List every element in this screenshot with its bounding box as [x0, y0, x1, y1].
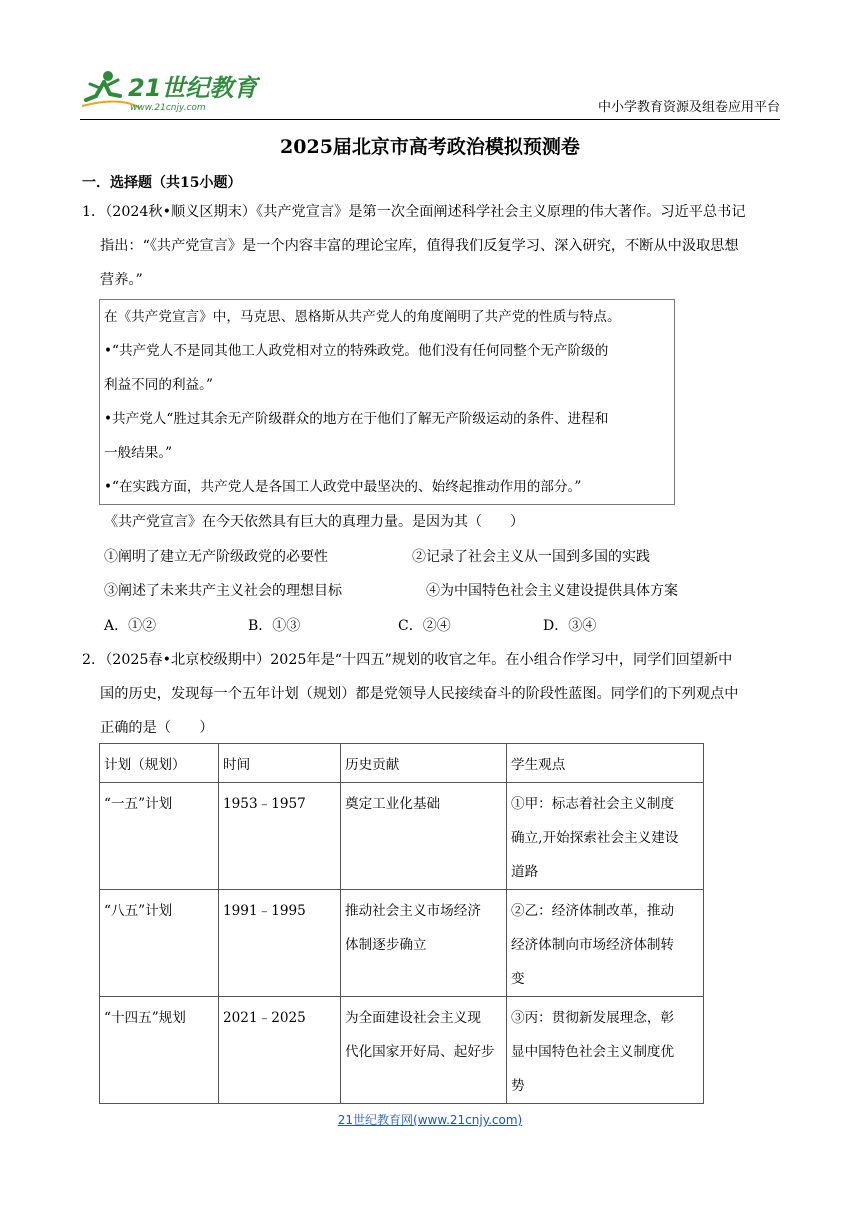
plan-cell: “十四五”规划: [100, 997, 219, 1104]
view-line: 显中国特色社会主义制度优: [511, 1044, 675, 1060]
quote-line: 一般结果。”: [104, 445, 173, 461]
choice-c[interactable]: C．②④: [398, 618, 451, 634]
question-1-line: 营养。”: [100, 272, 143, 288]
page-title: 2025届北京市高考政治模拟预测卷: [280, 136, 580, 158]
plan-cell: “八五”计划: [100, 890, 219, 997]
choice-d[interactable]: D．③④: [543, 618, 597, 634]
view-cell: [507, 783, 704, 890]
view-line: 确立,开始探索社会主义建设: [511, 830, 679, 846]
table-header-row: [100, 744, 704, 783]
statement-2: ②记录了社会主义从一国到多国的实践: [412, 549, 650, 565]
contribution-line: 为全面建设社会主义现: [345, 1010, 481, 1026]
question-1-stem: [82, 195, 782, 297]
contribution-cell: [341, 997, 507, 1104]
contribution-line: 奠定工业化基础: [345, 796, 441, 812]
view-line: 道路: [511, 864, 539, 880]
question-1-prompt: 《共产党宣言》在今天依然具有巨大的真理力量。是因为其（ ）: [104, 514, 524, 530]
quote-line: •共产党人“胜过其余无产阶级群众的地方在于他们了解无产阶级运动的条件、进程和: [104, 411, 609, 427]
site-logo: [80, 66, 260, 116]
svg-text:www.21cnjy.com: www.21cnjy.com: [130, 103, 206, 113]
contribution-line: 体制逐步确立: [345, 937, 427, 953]
view-line: ②乙：经济体制改革，推动: [511, 903, 675, 919]
quote-line: •“在实践方面，共产党人是各国工人政党中最坚决的、始终起推动作用的部分。”: [104, 479, 582, 495]
five-year-plan-table: [99, 743, 704, 1104]
section-heading: 一．选择题（共15小题）: [82, 175, 242, 191]
view-line: ③丙：贯彻新发展理念，彰: [511, 1010, 675, 1026]
table-header-time: 时间: [219, 744, 341, 783]
contribution-cell: [341, 783, 507, 890]
view-cell: [507, 997, 704, 1104]
view-line: 经济体制向市场经济体制转: [511, 937, 675, 953]
quote-line: 在《共产党宣言》中，马克思、恩格斯从共产党人的角度阐明了共产党的性质与特点。: [104, 309, 621, 325]
question-1-line: 指出：“《共产党宣言》是一个内容丰富的理论宝库，值得我们反复学习、深入研究，不断从中汲取思想: [100, 238, 739, 254]
statement-3: ③阐述了未来共产主义社会的理想目标: [104, 583, 342, 599]
view-line: ①甲：标志着社会主义制度: [511, 796, 675, 812]
statement-4: ④为中国特色社会主义建设提供具体方案: [426, 583, 678, 599]
contribution-line: 推动社会主义市场经济: [345, 903, 481, 919]
question-2-line: 正确的是（ ）: [100, 720, 214, 736]
table-header-view: 学生观点: [507, 744, 704, 783]
time-cell: 1991﹣1995: [219, 890, 341, 997]
contribution-line: 代化国家开好局、起好步: [345, 1044, 495, 1060]
footer-link[interactable]: 21世纪教育网(www.21cnjy.com): [337, 1113, 523, 1127]
question-2-line: 国的历史，发现每一个五年计划（规划）都是党领导人民接续奋斗的阶段性蓝图。同学们的下列观点中: [100, 686, 739, 702]
quote-line: •“共产党人不是同其他工人政党相对立的特殊政党。他们没有任何同整个无产阶级的: [104, 343, 609, 359]
quote-box: [99, 299, 675, 505]
plan-cell: “一五”计划: [100, 783, 219, 890]
site-tagline: 中小学教育资源及组卷应用平台: [597, 100, 780, 115]
statement-1: ①阐明了建立无产阶级政党的必要性: [104, 549, 328, 565]
table-row: [100, 783, 704, 890]
view-cell: [507, 890, 704, 997]
time-cell: 1953﹣1957: [219, 783, 341, 890]
view-line: 势: [511, 1078, 525, 1094]
table-row: [100, 997, 704, 1104]
question-2-line: 2．（2025春•北京校级期中）2025年是“十四五”规划的收官之年。在小组合作学习中，同学们回望新中: [82, 652, 733, 668]
runner-logo-icon: [80, 66, 260, 116]
choice-b[interactable]: B．①③: [248, 618, 301, 634]
table-header-contribution: 历史贡献: [341, 744, 507, 783]
question-2-stem: [82, 643, 782, 745]
svg-text:21世纪教育: 21世纪教育: [128, 74, 258, 102]
view-line: 变: [511, 971, 525, 987]
contribution-cell: [341, 890, 507, 997]
header-divider: [80, 119, 780, 120]
quote-line: 利益不同的利益。”: [104, 377, 213, 393]
question-1-line: 1．（2024秋•顺义区期末）《共产党宣言》是第一次全面阐述科学社会主义原理的伟大著作。习近平总书记: [82, 204, 746, 220]
table-row: [100, 890, 704, 997]
table-header-plan: 计划（规划）: [100, 744, 219, 783]
choice-a[interactable]: A．①②: [104, 618, 157, 634]
time-cell: 2021﹣2025: [219, 997, 341, 1104]
